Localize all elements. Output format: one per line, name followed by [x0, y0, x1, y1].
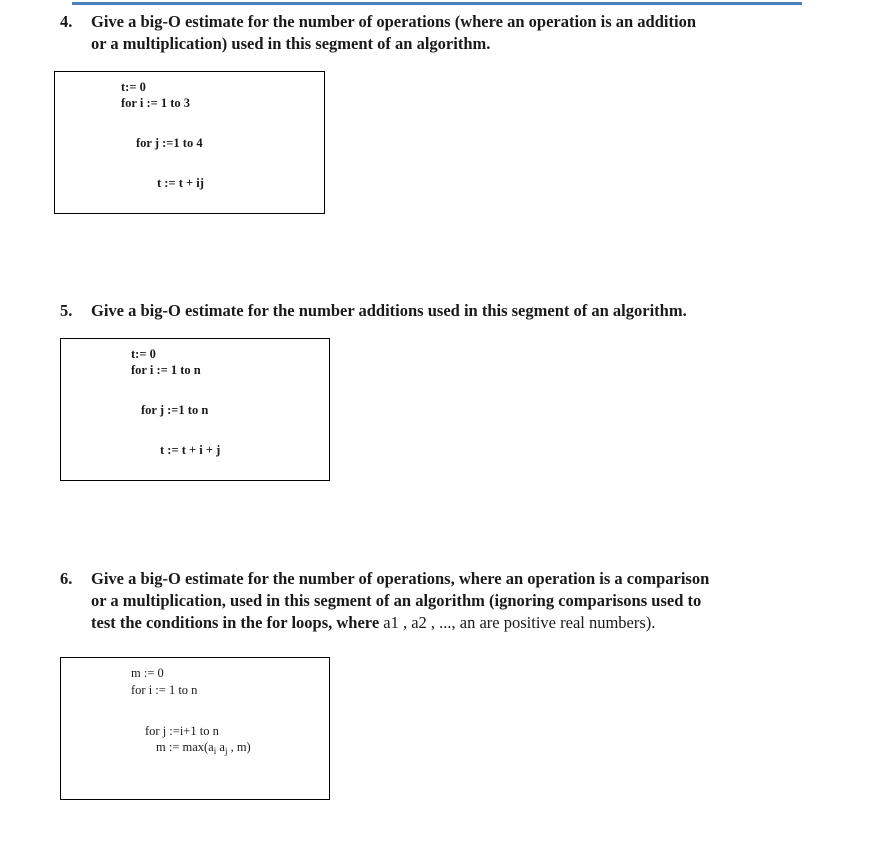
- code-max-mid: a: [216, 740, 225, 754]
- code-line: t := t + i + j: [160, 443, 221, 457]
- question-text: [91, 568, 709, 634]
- question-number: 6.: [60, 569, 73, 588]
- code-line: [156, 740, 251, 756]
- question-line: Give a big-O estimate for the number of operations, where an operation is a comparison: [91, 569, 710, 588]
- top-rule: [72, 2, 802, 5]
- question-line-tail: a1 , a2 , ..., an are positive real numbers).: [383, 613, 656, 632]
- code-line: t := t + ij: [157, 176, 204, 190]
- question-line: [91, 612, 709, 634]
- question-text: [91, 11, 696, 55]
- code-line: for j :=i+1 to n: [145, 724, 219, 738]
- question-line: or a multiplication, used in this segment of an algorithm (ignoring comparisons used to: [91, 591, 702, 610]
- question-5: [60, 300, 860, 324]
- question-number: 4.: [60, 12, 73, 31]
- code-max-suffix: , m): [227, 740, 251, 754]
- code-line: t:= 0: [121, 80, 146, 94]
- question-line: or a multiplication) used in this segment of an algorithm.: [91, 34, 491, 53]
- subscript-i: i: [213, 746, 217, 756]
- question-text: [91, 300, 687, 322]
- code-line: m := 0: [131, 666, 164, 680]
- code-line: for i := 1 to n: [131, 683, 198, 697]
- code-max-prefix: m := max(a: [156, 740, 214, 754]
- question-line-head: test the conditions in the for loops, where: [91, 613, 380, 632]
- subscript-j: j: [224, 746, 228, 756]
- code-box-6: [60, 657, 330, 800]
- question-6: [60, 568, 860, 638]
- question-line: Give a big-O estimate for the number additions used in this segment of an algorithm.: [91, 301, 687, 320]
- code-line: for i := 1 to 3: [121, 96, 191, 110]
- code-line: for i := 1 to n: [131, 363, 201, 377]
- code-box-5: [60, 338, 330, 481]
- question-line: Give a big-O estimate for the number of operations (where an operation is an addition: [91, 12, 696, 31]
- code-line: for j :=1 to 4: [136, 136, 203, 150]
- code-line: t:= 0: [131, 347, 156, 361]
- question-4: [60, 11, 860, 61]
- code-box-4: [54, 71, 325, 214]
- question-number: 5.: [60, 301, 73, 320]
- code-line: for j :=1 to n: [141, 403, 209, 417]
